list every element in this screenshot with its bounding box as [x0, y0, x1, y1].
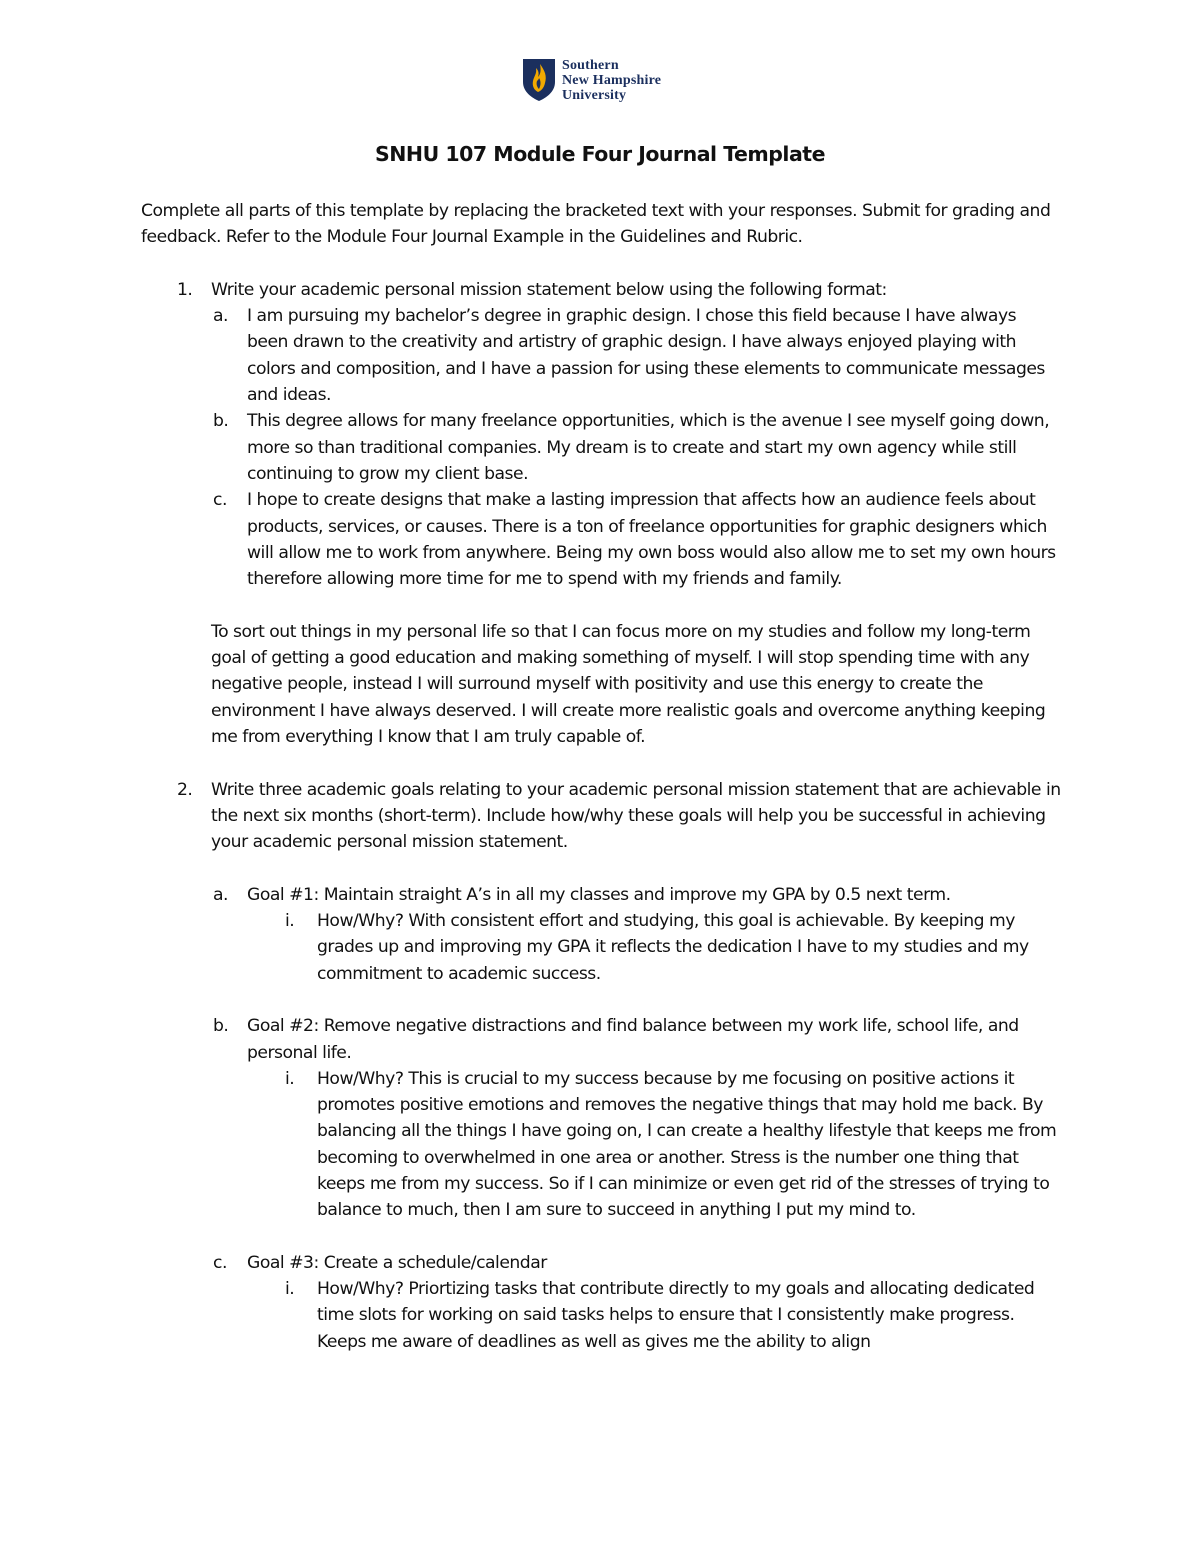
list-label: i. [285, 911, 295, 932]
mission-text-b: This degree allows for many freelance opportunities, which is the avenue I see myself going down, more so than traditional companies. My dream is to create and start my own agency while still continuing to grow my client base. [247, 411, 1050, 484]
goal-2-why-text: How/Why? This is crucial to my success because by me focusing on positive actions it promotes positive emotions and removes the negative things that may hold me back. By balancing all the things I have going on, I can create a healthy lifestyle that keeps me from becoming to overwhelmed in one area or another. Stress is the number one thing that keeps me from my success. So if I can minimize or even get rid of the stresses of trying to balance to much, then I am sure to succeed in anything I put my mind to. [317, 1068, 1057, 1221]
goal-3-why-text: How/Why? Priortizing tasks that contribute directly to my goals and allocating dedicated time slots for working on said tasks helps to ensure that I consistently make progress. Keeps me aware of deadlines as well as gives me the ability to align [317, 1279, 1035, 1352]
mission-text-a: I am pursuing my bachelor’s degree in graphic design. I chose this field because I have always been drawn to the creativity and artistry of graphic design. I have always enjoyed playing with colors and composition, and I have a passion for using these elements to communicate messages and ideas. [247, 306, 1045, 406]
logo-line-3: University [562, 88, 627, 103]
list-label: a. [213, 306, 228, 327]
goal-3-why [141, 1276, 1061, 1355]
mission-item-c [141, 487, 1061, 592]
question-2-prompt: Write three academic goals relating to your academic personal mission statement that are achievable in the next six months (short-term). Include how/why these goals will help you be successful in achieving your academic personal mission statement. [211, 779, 1061, 853]
university-logo [522, 58, 661, 103]
document-body [141, 198, 1061, 1355]
goal-3 [141, 1250, 1061, 1276]
list-label: c. [213, 1252, 227, 1273]
list-label: b. [213, 411, 229, 432]
mission-item-b [141, 408, 1061, 487]
mission-statement-paragraph: To sort out things in my personal life so that I can focus more on my studies and follow my long-term goal of getting a good education and making something of myself. I will stop spending time with any negative people, instead I will surround myself with positivity and use this energy to create the environment I have always deserved. I will create more realistic goals and overcome anything keeping me from everything I know that I am truly capable of. [211, 621, 1046, 747]
list-label: c. [213, 490, 227, 511]
question-2 [141, 777, 1061, 856]
goal-1-why [141, 908, 1061, 987]
question-1 [141, 277, 1061, 303]
goal-3-text: Goal #3: Create a schedule/calendar [247, 1252, 547, 1273]
question-1-prompt: Write your academic personal mission statement below using the following format: [211, 279, 887, 300]
list-label: i. [285, 1068, 295, 1089]
logo-line-1: Southern [562, 58, 619, 73]
list-label: b. [213, 1016, 229, 1037]
logo-wordmark [562, 58, 661, 103]
question-1-number: 1. [177, 279, 193, 300]
goal-1-why-text: How/Why? With consistent effort and studying, this goal is achievable. By keeping my grades up and improving my GPA it reflects the dedication I have to my studies and my commitment to academic success. [317, 911, 1029, 984]
logo-line-2: New Hampshire [562, 73, 662, 88]
goal-2-why [141, 1066, 1061, 1224]
question-2-number: 2. [177, 779, 193, 800]
intro-paragraph: Complete all parts of this template by replacing the bracketed text with your responses. Submit for grading and feedback. Refer to the Module Four Journal Example in the Guidelines and Rubric. [141, 201, 1051, 248]
list-label: i. [285, 1279, 295, 1300]
goal-1-text: Goal #1: Maintain straight A’s in all my classes and improve my GPA by 0.5 next term. [247, 884, 951, 905]
goal-2 [141, 1013, 1061, 1066]
document-title: SNHU 107 Module Four Journal Template [375, 142, 825, 166]
list-label: a. [213, 884, 228, 905]
goal-1 [141, 882, 1061, 908]
mission-item-a [141, 303, 1061, 408]
flame-shield-icon [522, 58, 556, 102]
goal-2-text: Goal #2: Remove negative distractions and find balance between my work life, school life, and personal life. [247, 1016, 1019, 1063]
mission-text-c: I hope to create designs that make a lasting impression that affects how an audience feels about products, services, or causes. There is a ton of freelance opportunities for graphic designers which will allow me to work from anywhere. Being my own boss would also allow me to set my own hours therefore allowing more time for me to spend with my friends and family. [247, 490, 1056, 590]
